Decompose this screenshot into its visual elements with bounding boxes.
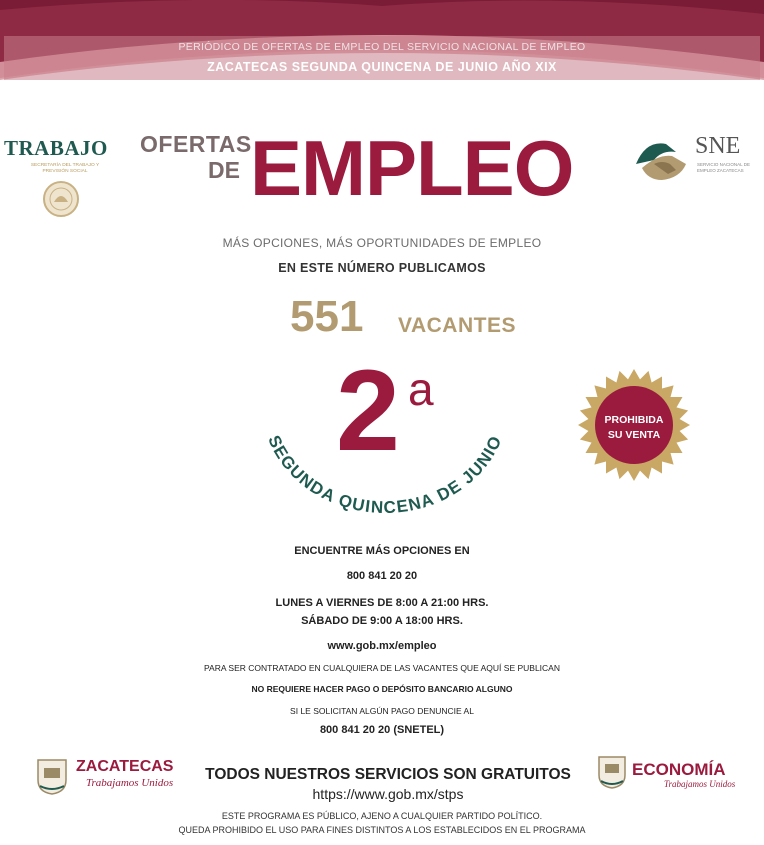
info-no-pay: NO REQUIERE HACER PAGO O DEPÓSITO BANCARIO ALGUNO (251, 684, 513, 694)
zacatecas-tagline: Trabajamos Unidos (86, 777, 174, 789)
edition-suffix: a (408, 363, 434, 415)
vacancy-count: 551 (290, 292, 364, 341)
badge-line1: PROHIBIDA (604, 414, 664, 426)
sne-logo: SNE (695, 133, 741, 159)
edition-arc-text (240, 385, 530, 535)
info-find: ENCUENTRE MÁS OPCIONES EN (294, 545, 470, 557)
vacancy-label: VACANTES (398, 314, 516, 337)
title-de: DE (208, 157, 240, 183)
prohibida-badge (574, 365, 694, 485)
economia-tagline: Trabajamos Unidos (664, 779, 736, 789)
svg-text:SEGUNDA QUINCENA DE JUNIO (264, 432, 506, 517)
info-web[interactable]: www.gob.mx/empleo (327, 640, 437, 652)
title-ofertas: OFERTAS (140, 131, 252, 157)
info-phone: 800 841 20 20 (346, 570, 418, 582)
info-weekdays: LUNES A VIERNES DE 8:00 A 21:00 HRS. (275, 597, 489, 609)
title-empleo: EMPLEO (250, 124, 574, 212)
publicamos-text: EN ESTE NÚMERO PUBLICAMOS (278, 261, 486, 275)
legal-line-1: ESTE PROGRAMA ES PÚBLICO, AJENO A CUALQUIER PARTIDO POLÍTICO. (221, 811, 543, 821)
info-snetel: 800 841 20 20 (SNETEL) (319, 724, 445, 736)
edition-arc-label: SEGUNDA QUINCENA DE JUNIO (264, 432, 506, 518)
free-services-text: TODOS NUESTROS SERVICIOS SON GRATUITOS (205, 766, 571, 783)
economia-crest-icon (596, 754, 628, 790)
trabajo-logo: TRABAJO (4, 136, 108, 160)
legal-line-2: QUEDA PROHIBIDO EL USO PARA FINES DISTINTOS A LOS ESTABLECIDOS EN EL PROGRAMA (178, 825, 586, 835)
mexico-seal-icon (42, 180, 80, 218)
stps-link[interactable]: https://www.gob.mx/stps (312, 786, 464, 802)
tagline: MÁS OPCIONES, MÁS OPORTUNIDADES DE EMPLEO (222, 236, 542, 250)
info-report: SI LE SOLICITAN ALGÚN PAGO DENUNCIE AL (290, 706, 474, 716)
trabajo-logo-subtitle: SECRETARÍA DEL TRABAJO Y PREVISIÓN SOCIAL (30, 163, 100, 174)
info-saturday: SÁBADO DE 9:00 A 18:00 HRS. (301, 615, 463, 627)
zacatecas-logo: ZACATECAS (76, 758, 174, 775)
zacatecas-crest-icon (34, 756, 70, 796)
info-contract: PARA SER CONTRATADO EN CUALQUIERA DE LAS VACANTES QUE AQUÍ SE PUBLICAN (204, 663, 560, 673)
header-subtitle: PERIÓDICO DE OFERTAS DE EMPLEO DEL SERVICIO NACIONAL DE EMPLEO (178, 41, 586, 53)
header-title: ZACATECAS SEGUNDA QUINCENA DE JUNIO AÑO XIX (207, 60, 557, 74)
edition-number: 2 (336, 347, 400, 475)
badge-line2: SU VENTA (607, 429, 661, 441)
economia-logo: ECONOMÍA (632, 760, 726, 779)
sne-logo-subtitle: SERVICIO NACIONAL DE EMPLEO ZACATECAS (697, 162, 751, 173)
handshake-icon (632, 134, 692, 186)
